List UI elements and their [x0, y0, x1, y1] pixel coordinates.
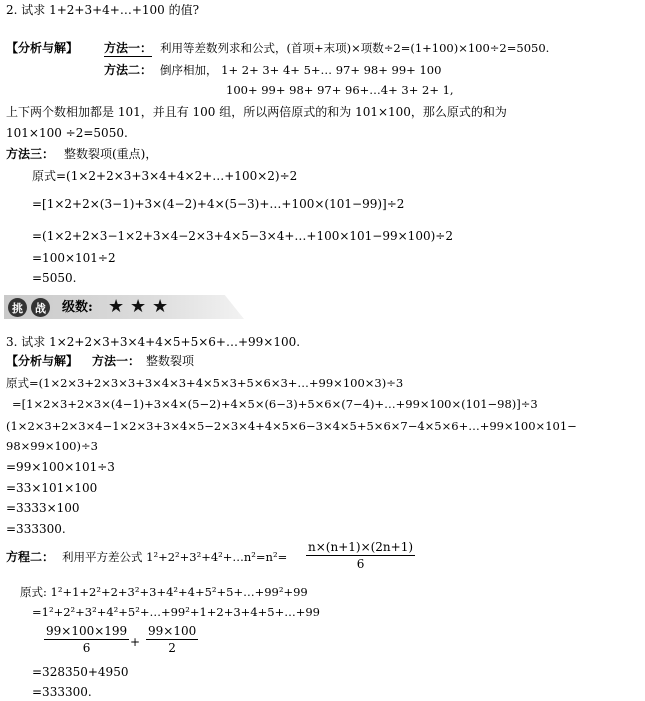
formula-denominator: 6	[356, 557, 365, 571]
q2-method1-label: 方法一：	[104, 41, 153, 55]
q2-method2-label: 方法二：	[104, 63, 153, 77]
q3-analysis-label: 【分析与解】	[6, 354, 79, 368]
q3-eq3: =328350+4950	[32, 665, 129, 679]
q3-orig2: 原式: 1²+1+2²+2+3²+3+4²+4+5²+5+…+99²+99	[20, 585, 308, 599]
q2-step2	[32, 228, 453, 244]
q3-step6: =333300.	[6, 522, 66, 536]
star-icon: ★	[130, 296, 147, 317]
q2-line-a: 上下两个数相加都是 101，并且有 100 组，所以两倍原式的和为 101×100，那么原式的和为	[6, 105, 507, 119]
q2-analysis-label: 【分析与解】	[6, 41, 79, 55]
q2-step3: =100×101÷2	[32, 251, 116, 265]
q2-method3-text: 整数裂项(重点)，	[64, 147, 158, 161]
q2-title: 2. 试求 1+2+3+4+…+100 的值?	[6, 3, 200, 17]
q3-method1-text: 整数裂项	[146, 354, 195, 368]
q2-step1-text: =[1×2+2×(3−1)+3×(4−2)+4×(5−3)+…+100×(101−99)]÷2	[32, 197, 405, 211]
challenge-circle-1: 挑	[8, 298, 27, 317]
formula-numerator: n×(n+1)×(2n+1)	[308, 540, 414, 554]
q3-method2-text: 利用平方差公式 1²+2²+3²+4²+…n²=n²=	[62, 550, 288, 564]
q3-step4: =33×101×100	[6, 481, 98, 495]
fraction-1-denominator: 6	[82, 641, 91, 655]
q3-step5: =3333×100	[6, 501, 80, 515]
q3-step1: =[1×2×3+2×3×(4−1)+3×4×(5−2)+4×5×(6−3)+5×6×(7−4)+…+99×100×(101−98)]÷3	[12, 397, 538, 411]
q2-step4: =5050.	[32, 271, 77, 285]
challenge-circle-2: 战	[31, 298, 50, 317]
challenge-level-label: 级数:	[62, 300, 93, 315]
fraction-2-denominator: 2	[168, 641, 176, 655]
q3-step2a: (1×2×3+2×3×4−1×2×3+3×4×5−2×3×4+4×5×6−3×4×5+5×6×7−4×5×6+…+99×100×101−	[6, 419, 577, 433]
q2-method1-text: 利用等差数列求和公式，(首项+末项)×项数÷2=(1+100)×100÷2=5050.	[160, 41, 550, 55]
fraction-2-numerator: 99×100	[148, 624, 197, 638]
q2-orig: 原式=(1×2+2×3+3×4+4×2+…+100×2)÷2	[32, 169, 298, 183]
sum-of-squares-formula	[306, 540, 415, 571]
q2-line-b: 101×100 ÷2=5050.	[6, 126, 128, 140]
q3-method1-label: 方法一：	[92, 354, 141, 368]
fraction-1-numerator: 99×100×199	[46, 624, 128, 638]
star-icon: ★	[108, 296, 125, 317]
q3-step3: =99×100×101÷3	[6, 460, 115, 474]
q3-fraction-1	[44, 624, 129, 655]
q3-orig: 原式=(1×2×3+2×3×3+3×4×3+4×5×3+5×6×3+…+99×100×3)÷3	[6, 376, 404, 390]
q3-method2-label: 方程二：	[6, 550, 55, 564]
star-icon: ★	[152, 296, 169, 317]
q2-method2-text: 倒序相加， 1+ 2+ 3+ 4+ 5+… 97+ 98+ 99+ 100	[160, 63, 442, 77]
q2-method2-row2: 100+ 99+ 98+ 97+ 96+…4+ 3+ 2+ 1,	[226, 83, 454, 97]
q3-title: 3. 试求 1×2+2×3+3×4+4×5+5×6+…+99×100.	[6, 335, 301, 349]
q2-method3-label: 方法三：	[6, 147, 55, 161]
q2-step1	[32, 196, 404, 212]
q2-step2-text: =(1×2+2×3−1×2+3×4−2×3+4×5−3×4+…+100×101−99×100)÷2	[32, 229, 453, 243]
q3-eq4: =333300.	[32, 685, 92, 699]
q3-eq1: =1²+2²+3²+4²+5²+…+99²+1+2+3+4+5+…+99	[32, 605, 320, 619]
q3-fraction-2	[146, 624, 198, 655]
plus-sign: +	[130, 635, 141, 649]
q3-step2b: 98×99×100)÷3	[6, 439, 98, 453]
